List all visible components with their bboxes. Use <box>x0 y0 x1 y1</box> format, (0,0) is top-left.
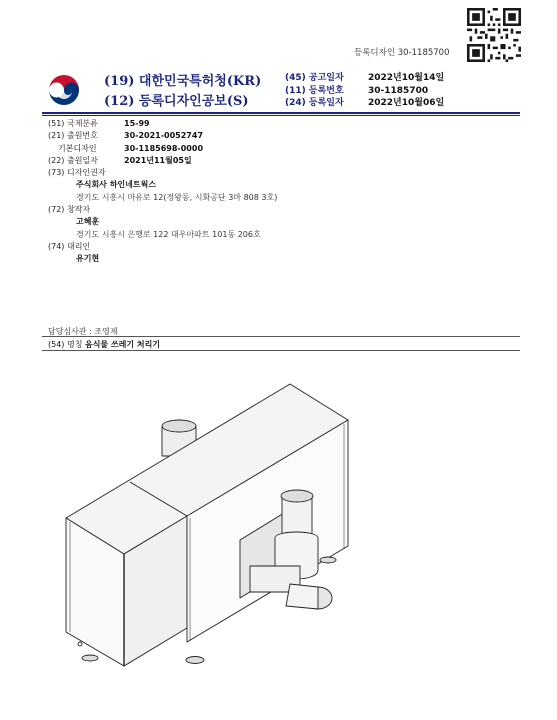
biblio-key: 기본디자인 <box>58 143 97 153</box>
design-title <box>48 339 160 350</box>
kipo-emblem-icon <box>48 74 80 106</box>
date-row <box>285 72 444 85</box>
biblio-row <box>48 155 518 167</box>
biblio-value: 30-2021-0052747 <box>124 131 204 141</box>
biblio-row <box>48 167 518 179</box>
owner-address: 경기도 시흥시 마유로 12(정왕동, 시화공단 3마 808 3호) <box>76 192 278 202</box>
biblio-row <box>48 241 518 253</box>
office-header <box>104 72 261 112</box>
header-divider <box>42 112 520 114</box>
date-key: (24) 등록일자 <box>285 98 344 108</box>
title-value: 음식물 쓰레기 처리기 <box>84 340 161 349</box>
biblio-key: (73) 디자인권자 <box>48 168 106 178</box>
biblio-value: 30-1185698-0000 <box>124 143 204 153</box>
biblio-key: (74) 대리인 <box>48 241 91 251</box>
biblio-row <box>48 118 518 130</box>
office-name: (19) 대한민국특허청(KR) <box>104 74 262 89</box>
date-key: (45) 공고일자 <box>285 73 344 83</box>
bibliographic-data <box>48 118 518 266</box>
biblio-key: (21) 출원번호 <box>48 131 98 141</box>
date-row <box>285 85 444 98</box>
date-value: 2022년10월06일 <box>368 98 445 108</box>
qr-code <box>467 8 521 62</box>
creator-name: 고혜훈 <box>76 217 100 227</box>
biblio-key: (22) 출원일자 <box>48 155 98 165</box>
registration-number-label: 등록디자인 30-1185700 <box>354 48 450 58</box>
agent-name: 유기현 <box>76 254 100 264</box>
biblio-key: (72) 창작자 <box>48 205 91 215</box>
biblio-value: 2021년11월05일 <box>124 155 192 165</box>
gazette-type: (12) 등록디자인공보(S) <box>104 94 249 109</box>
date-key: (11) 등록번호 <box>285 85 344 96</box>
biblio-value: 15-99 <box>124 119 150 128</box>
date-value: 2022년10월14일 <box>368 73 445 83</box>
design-drawing <box>50 370 510 670</box>
biblio-row <box>48 204 518 216</box>
biblio-row <box>48 143 518 155</box>
title-label: (54) 명칭 <box>48 340 83 349</box>
date-value: 30-1185700 <box>368 85 429 96</box>
title-divider-top <box>42 336 520 337</box>
date-row <box>285 97 444 110</box>
biblio-key: (51) 국제분류 <box>48 119 98 128</box>
header-divider-thin <box>42 115 520 116</box>
owner-name: 주식회사 하인네트웍스 <box>76 180 157 190</box>
title-divider-bottom <box>42 350 520 351</box>
creator-address: 경기도 시흥시 은행로 122 대우아파트 101동 206호 <box>76 229 261 239</box>
biblio-row <box>48 130 518 142</box>
examiner-label: 담당심사관 : 조영제 <box>48 327 118 336</box>
publication-dates <box>285 72 444 110</box>
